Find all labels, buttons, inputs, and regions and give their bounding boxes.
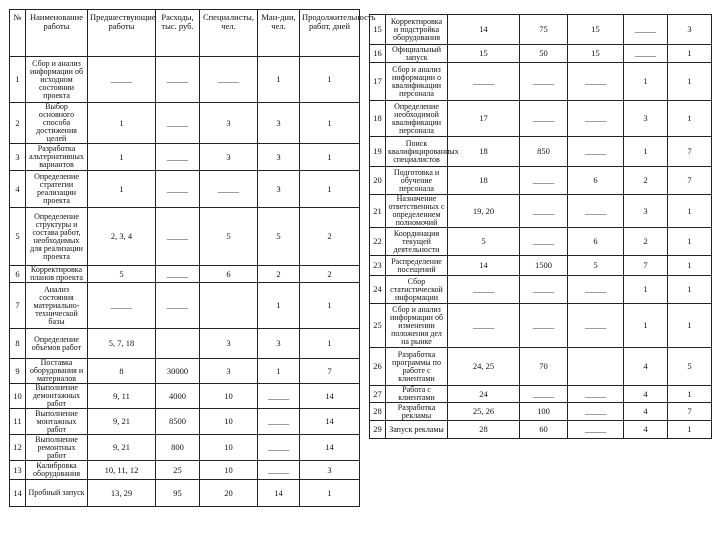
cost: 100 bbox=[520, 403, 568, 421]
duration: 7 bbox=[668, 167, 712, 195]
cost: 4000 bbox=[156, 384, 200, 409]
specialists: 10 bbox=[200, 384, 258, 409]
row-number: 25 bbox=[370, 304, 386, 348]
table-row bbox=[10, 409, 360, 435]
specialists: _____ bbox=[568, 304, 624, 348]
predecessors: _____ bbox=[88, 283, 156, 329]
table-row bbox=[370, 15, 712, 45]
work-name: Сбор и анализ информации об исходном состоянии проекта bbox=[26, 57, 88, 103]
duration: 1 bbox=[300, 144, 360, 171]
cost: _____ bbox=[156, 208, 200, 266]
cost: 60 bbox=[520, 421, 568, 439]
work-name: Назначение ответственных с определением полномочий bbox=[386, 195, 448, 228]
man-days: 3 bbox=[624, 195, 668, 228]
work-name: Поиск квалифицированных специалистов bbox=[386, 137, 448, 167]
predecessors: 13, 29 bbox=[88, 480, 156, 507]
right-table bbox=[369, 14, 712, 439]
cost: 800 bbox=[156, 435, 200, 461]
predecessors: 5 bbox=[88, 266, 156, 283]
man-days: _____ bbox=[258, 435, 300, 461]
specialists: 20 bbox=[200, 480, 258, 507]
work-name: Определение объемов работ bbox=[26, 329, 88, 359]
duration: 1 bbox=[668, 195, 712, 228]
row-number: 5 bbox=[10, 208, 26, 266]
predecessors: _____ bbox=[448, 63, 520, 101]
duration: 2 bbox=[300, 208, 360, 266]
cost: _____ bbox=[156, 171, 200, 208]
cost: 1500 bbox=[520, 256, 568, 276]
table-row bbox=[370, 167, 712, 195]
man-days: 14 bbox=[258, 480, 300, 507]
predecessors: 18 bbox=[448, 167, 520, 195]
table-row bbox=[10, 266, 360, 283]
table-row bbox=[370, 228, 712, 256]
work-name: Распределение посещений bbox=[386, 256, 448, 276]
row-number: 3 bbox=[10, 144, 26, 171]
work-name: Корректировка планов проекта bbox=[26, 266, 88, 283]
specialists: _____ bbox=[568, 403, 624, 421]
left-table bbox=[9, 9, 376, 507]
predecessors: 25, 26 bbox=[448, 403, 520, 421]
work-name: Разработка программы по работе с клиентами bbox=[386, 348, 448, 386]
duration: 1 bbox=[668, 386, 712, 403]
duration: 1 bbox=[668, 276, 712, 304]
man-days: 4 bbox=[624, 403, 668, 421]
predecessors: 5 bbox=[448, 228, 520, 256]
cost: 50 bbox=[520, 45, 568, 63]
table-row bbox=[370, 195, 712, 228]
specialists: _____ bbox=[568, 421, 624, 439]
duration: 1 bbox=[300, 57, 360, 103]
man-days: 1 bbox=[258, 57, 300, 103]
header-name: Наименование работы bbox=[26, 10, 88, 57]
work-name: Выполнение демонтажных работ bbox=[26, 384, 88, 409]
cost: _____ bbox=[156, 144, 200, 171]
duration: 1 bbox=[668, 45, 712, 63]
specialists bbox=[568, 348, 624, 386]
man-days: 1 bbox=[624, 137, 668, 167]
man-days: 3 bbox=[258, 329, 300, 359]
predecessors: 24, 25 bbox=[448, 348, 520, 386]
header-cost: Расходы, тыс. руб. bbox=[156, 10, 200, 57]
duration: 5 bbox=[668, 348, 712, 386]
duration: 7 bbox=[668, 403, 712, 421]
specialists: 15 bbox=[568, 15, 624, 45]
predecessors: _____ bbox=[448, 304, 520, 348]
work-name: Определение стратегии реализации проекта bbox=[26, 171, 88, 208]
table-row bbox=[10, 103, 360, 144]
table-row bbox=[370, 101, 712, 137]
table-row bbox=[370, 45, 712, 63]
specialists: 10 bbox=[200, 409, 258, 435]
work-name: Пробный запуск bbox=[26, 480, 88, 507]
predecessors: 14 bbox=[448, 256, 520, 276]
work-name: Сбор статистической информации bbox=[386, 276, 448, 304]
man-days: _____ bbox=[624, 15, 668, 45]
predecessors: 1 bbox=[88, 171, 156, 208]
specialists: 6 bbox=[568, 228, 624, 256]
row-number: 21 bbox=[370, 195, 386, 228]
table-row bbox=[10, 171, 360, 208]
row-number: 17 bbox=[370, 63, 386, 101]
cost: _____ bbox=[520, 63, 568, 101]
table-row bbox=[10, 57, 360, 103]
specialists: 6 bbox=[568, 167, 624, 195]
duration: 1 bbox=[668, 421, 712, 439]
cost: 75 bbox=[520, 15, 568, 45]
specialists: 3 bbox=[200, 359, 258, 384]
man-days: 4 bbox=[624, 348, 668, 386]
specialists: _____ bbox=[568, 276, 624, 304]
row-number: 19 bbox=[370, 137, 386, 167]
predecessors: 1 bbox=[88, 144, 156, 171]
specialists: 5 bbox=[200, 208, 258, 266]
work-name: Координация текущей деятельности bbox=[386, 228, 448, 256]
predecessors: 10, 11, 12 bbox=[88, 461, 156, 480]
row-number: 2 bbox=[10, 103, 26, 144]
header-spec: Специалисты, чел. bbox=[200, 10, 258, 57]
duration: 1 bbox=[300, 103, 360, 144]
man-days: 3 bbox=[258, 144, 300, 171]
specialists: 6 bbox=[200, 266, 258, 283]
table-row bbox=[370, 63, 712, 101]
left-table-body bbox=[10, 57, 360, 507]
work-name: Выполнение ремонтных работ bbox=[26, 435, 88, 461]
specialists: 3 bbox=[200, 329, 258, 359]
duration: 1 bbox=[668, 63, 712, 101]
specialists: _____ bbox=[568, 137, 624, 167]
table-row bbox=[10, 283, 360, 329]
work-name: Официальный запуск bbox=[386, 45, 448, 63]
predecessors: 28 bbox=[448, 421, 520, 439]
predecessors: 24 bbox=[448, 386, 520, 403]
man-days: 2 bbox=[258, 266, 300, 283]
row-number: 1 bbox=[10, 57, 26, 103]
table-row bbox=[10, 144, 360, 171]
predecessors: 9, 21 bbox=[88, 409, 156, 435]
table-row bbox=[10, 480, 360, 507]
row-number: 24 bbox=[370, 276, 386, 304]
work-name: Работа с клиентами bbox=[386, 386, 448, 403]
man-days: _____ bbox=[624, 45, 668, 63]
row-number: 16 bbox=[370, 45, 386, 63]
man-days: 3 bbox=[258, 171, 300, 208]
row-number: 23 bbox=[370, 256, 386, 276]
man-days: 5 bbox=[258, 208, 300, 266]
cost: 30000 bbox=[156, 359, 200, 384]
table-row bbox=[370, 304, 712, 348]
specialists: 3 bbox=[200, 144, 258, 171]
predecessors: _____ bbox=[88, 57, 156, 103]
duration: 14 bbox=[300, 409, 360, 435]
row-number: 6 bbox=[10, 266, 26, 283]
predecessors: 9, 11 bbox=[88, 384, 156, 409]
cost: _____ bbox=[520, 101, 568, 137]
duration: 1 bbox=[668, 256, 712, 276]
man-days: 4 bbox=[624, 386, 668, 403]
man-days: _____ bbox=[258, 409, 300, 435]
row-number: 11 bbox=[10, 409, 26, 435]
table-row bbox=[370, 403, 712, 421]
specialists: _____ bbox=[568, 195, 624, 228]
predecessors: 15 bbox=[448, 45, 520, 63]
duration: 3 bbox=[668, 15, 712, 45]
specialists: 10 bbox=[200, 435, 258, 461]
header-duration: Продолжительность работ, дней bbox=[300, 10, 360, 57]
cost: _____ bbox=[156, 283, 200, 329]
row-number: 22 bbox=[370, 228, 386, 256]
specialists bbox=[200, 283, 258, 329]
duration: 1 bbox=[668, 304, 712, 348]
row-number: 12 bbox=[10, 435, 26, 461]
row-number: 8 bbox=[10, 329, 26, 359]
left-header-row bbox=[10, 10, 360, 57]
man-days: 1 bbox=[624, 304, 668, 348]
work-name: Калибровка оборудования bbox=[26, 461, 88, 480]
cost: 95 bbox=[156, 480, 200, 507]
predecessors: 8 bbox=[88, 359, 156, 384]
cost: _____ bbox=[520, 228, 568, 256]
cost: 70 bbox=[520, 348, 568, 386]
predecessors: 19, 20 bbox=[448, 195, 520, 228]
duration: 1 bbox=[300, 329, 360, 359]
specialists: _____ bbox=[200, 57, 258, 103]
specialists: 5 bbox=[568, 256, 624, 276]
table-row bbox=[10, 329, 360, 359]
cost: _____ bbox=[520, 304, 568, 348]
row-number: 26 bbox=[370, 348, 386, 386]
predecessors: 5, 7, 18 bbox=[88, 329, 156, 359]
duration: 14 bbox=[300, 384, 360, 409]
predecessors: 9, 21 bbox=[88, 435, 156, 461]
duration: 7 bbox=[300, 359, 360, 384]
table-row bbox=[370, 256, 712, 276]
row-number: 14 bbox=[10, 480, 26, 507]
duration: 1 bbox=[300, 283, 360, 329]
work-name: Разработка рекламы bbox=[386, 403, 448, 421]
table-row bbox=[10, 461, 360, 480]
specialists: 3 bbox=[200, 103, 258, 144]
work-name: Поставка оборудования и материалов bbox=[26, 359, 88, 384]
man-days: _____ bbox=[258, 384, 300, 409]
row-number: 15 bbox=[370, 15, 386, 45]
man-days: _____ bbox=[258, 461, 300, 480]
work-name: Определение структуры и состава работ, необходимых для реализации проекта bbox=[26, 208, 88, 266]
cost: _____ bbox=[520, 276, 568, 304]
table-row bbox=[370, 276, 712, 304]
work-name: Сбор и анализ информации о квалификации персонала bbox=[386, 63, 448, 101]
man-days: 7 bbox=[624, 256, 668, 276]
row-number: 7 bbox=[10, 283, 26, 329]
table-row bbox=[370, 386, 712, 403]
predecessors: 18 bbox=[448, 137, 520, 167]
header-no: № bbox=[10, 10, 26, 57]
header-pred: Предшествующие работы bbox=[88, 10, 156, 57]
specialists: _____ bbox=[568, 101, 624, 137]
work-name: Анализ состояния материально-технической базы bbox=[26, 283, 88, 329]
duration: 2 bbox=[300, 266, 360, 283]
predecessors: 2, 3, 4 bbox=[88, 208, 156, 266]
cost: 850 bbox=[520, 137, 568, 167]
cost: _____ bbox=[156, 57, 200, 103]
row-number: 28 bbox=[370, 403, 386, 421]
table-row bbox=[370, 348, 712, 386]
row-number: 9 bbox=[10, 359, 26, 384]
cost: _____ bbox=[156, 266, 200, 283]
duration: 1 bbox=[668, 101, 712, 137]
work-name: Подготовка и обучение персонала bbox=[386, 167, 448, 195]
cost: 25 bbox=[156, 461, 200, 480]
table-row bbox=[10, 384, 360, 409]
row-number: 18 bbox=[370, 101, 386, 137]
table-row bbox=[370, 137, 712, 167]
table-row bbox=[10, 359, 360, 384]
specialists: 15 bbox=[568, 45, 624, 63]
man-days: 3 bbox=[624, 101, 668, 137]
right-table-body bbox=[370, 15, 712, 439]
specialists: 10 bbox=[200, 461, 258, 480]
specialists: _____ bbox=[568, 63, 624, 101]
man-days: 1 bbox=[624, 63, 668, 101]
man-days: 4 bbox=[624, 421, 668, 439]
cost: _____ bbox=[156, 103, 200, 144]
row-number: 29 bbox=[370, 421, 386, 439]
cost: _____ bbox=[520, 167, 568, 195]
duration: 14 bbox=[300, 435, 360, 461]
specialists: _____ bbox=[568, 386, 624, 403]
man-days: 1 bbox=[258, 283, 300, 329]
man-days: 2 bbox=[624, 167, 668, 195]
duration: 7 bbox=[668, 137, 712, 167]
work-name: Определение необходимой квалификации персонала bbox=[386, 101, 448, 137]
predecessors: 17 bbox=[448, 101, 520, 137]
man-days: 1 bbox=[624, 276, 668, 304]
predecessors: 14 bbox=[448, 15, 520, 45]
work-name: Запуск рекламы bbox=[386, 421, 448, 439]
cost bbox=[156, 329, 200, 359]
header-mandays: Ман-дни, чел. bbox=[258, 10, 300, 57]
table-row bbox=[10, 435, 360, 461]
specialists: _____ bbox=[200, 171, 258, 208]
work-name: Корректировка и подстройка оборудования bbox=[386, 15, 448, 45]
table-row bbox=[370, 421, 712, 439]
man-days: 1 bbox=[258, 359, 300, 384]
row-number: 20 bbox=[370, 167, 386, 195]
predecessors: _____ bbox=[448, 276, 520, 304]
duration: 1 bbox=[300, 171, 360, 208]
work-name: Выполнение монтажных работ bbox=[26, 409, 88, 435]
duration: 1 bbox=[668, 228, 712, 256]
man-days: 2 bbox=[624, 228, 668, 256]
row-number: 10 bbox=[10, 384, 26, 409]
row-number: 13 bbox=[10, 461, 26, 480]
table-row bbox=[10, 208, 360, 266]
work-name: Выбор основного способа достижения целей bbox=[26, 103, 88, 144]
cost: _____ bbox=[520, 386, 568, 403]
work-name: Разработка альтернативных вариантов bbox=[26, 144, 88, 171]
row-number: 27 bbox=[370, 386, 386, 403]
duration: 1 bbox=[300, 480, 360, 507]
cost: 8500 bbox=[156, 409, 200, 435]
man-days: 3 bbox=[258, 103, 300, 144]
cost: _____ bbox=[520, 195, 568, 228]
row-number: 4 bbox=[10, 171, 26, 208]
duration: 3 bbox=[300, 461, 360, 480]
predecessors: 1 bbox=[88, 103, 156, 144]
work-name: Сбор и анализ информации об изменении положения дел на рынке bbox=[386, 304, 448, 348]
